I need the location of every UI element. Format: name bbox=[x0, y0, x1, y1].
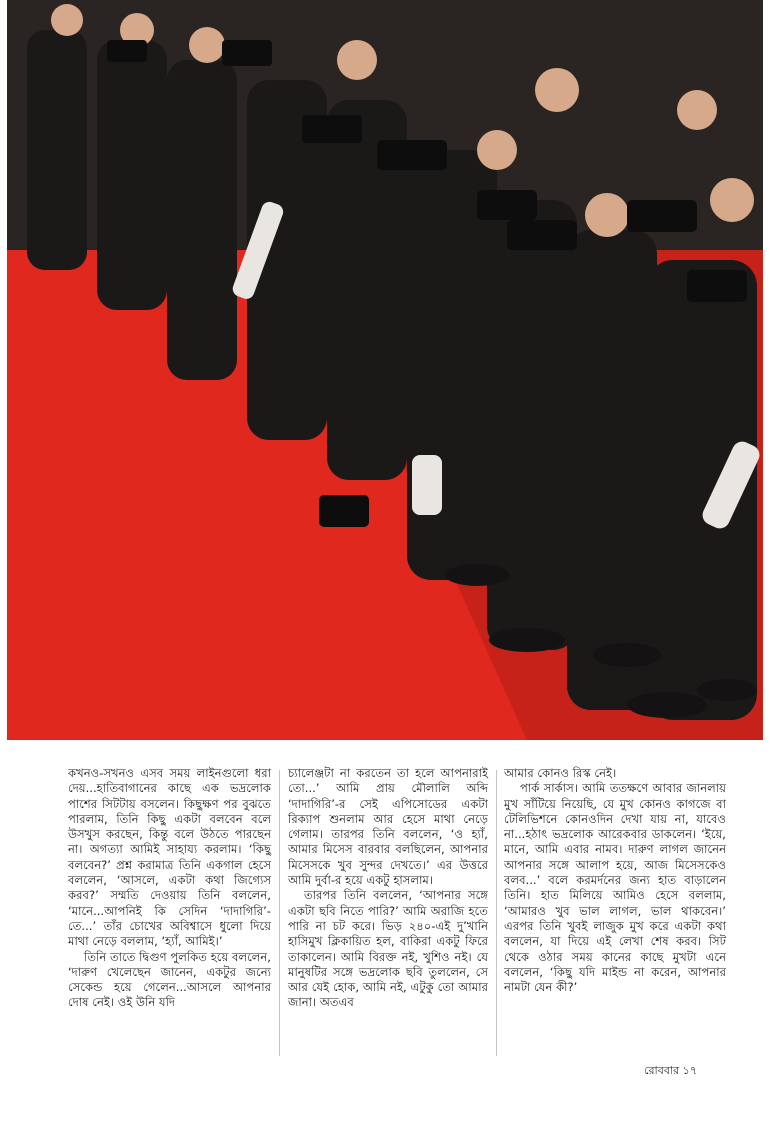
page-footer: রোববার ১৭ bbox=[644, 1064, 697, 1077]
paragraph: চ্যালেঞ্জটা না করতেন তা হলে আপনারাই তো...’ আমি প্রায় মৌলালি অব্দি ‘দাদাগিরি’-র সেই এপিসোডের একটা রিক্যাপ শুনলাম আর হেসে মাথা নেড়ে গেলাম। তারপর তিনি বললেন, ‘ও হ্যাঁ, আমার মিসেস বারবার বলছিলেন, আপনার মিসেসকে খুব সুন্দর দেখতে।’ এর উত্তরে আমি দুর্বা-র হয়ে একটু হাসলাম। bbox=[288, 766, 488, 888]
article-column-3 bbox=[504, 766, 726, 995]
article-column-1 bbox=[68, 766, 271, 1011]
paragraph: কখনও-সখনও এসব সময় লাইনগুলো ধরা দেয়...হাতিবাগানের কাছে এক ভদ্রলোক পাশের সিটটায় বসলেন। কিছুক্ষণ পর বুঝতে পারলাম, তিনি কিছু একটা বলবেন বলে উসখুস করছেন, কিন্তু বলে উঠতে পারছেন না। অগত্যা আমিই সাহায্য করলাম। ‘কিছু বলবেন?’ প্রশ্ন করামাত্র তিনি একগাল হেসে বললেন, ‘আসলে, একটা কথা জিগ্যেস করব?’ সম্মতি দেওয়ায় তিনি বললেন, ‘মানে...আপনিই কি সেদিন ‘দাদাগিরি’-তে...’ তাঁর চোখের অবিশ্বাসে ধুলো দিয়ে মাথা নেড়ে বললাম, ‘হ্যাঁ, আমিই।’ bbox=[68, 766, 271, 949]
paragraph: তিনি তাতে দ্বিগুণ পুলকিত হয়ে বললেন, ‘দারুণ খেলেছেন জানেন, একটুর জন্যে সেকেন্ড হয়ে গেলেন...আসলে আপনার দোষ নেই। ওই উনি যদি bbox=[68, 949, 271, 1010]
paragraph: আমার কোনও রিস্ক নেই। bbox=[504, 766, 617, 780]
article-column-2 bbox=[288, 766, 488, 1011]
paragraph: তারপর তিনি বললেন, ‘আপনার সঙ্গে একটা ছবি নিতে পারি?’ আমি অরাজি হতে পারি না চট করে। ভিড় ২৪০-এই দু’খানি হাসিমুখ ক্লিকায়িত হল, বাকিরা একটু ফিরে তাকালেন। আমি বিরক্ত নই, খুশিও নই। যে মানুষটির সঙ্গে ভদ্রলোক ছবি তুললেন, সে আর যেই হোক, আমি নই, এটুকু তো আমার জানা। অতএব bbox=[288, 888, 488, 1010]
photographers-illustration bbox=[7, 0, 763, 740]
hero-photo bbox=[7, 0, 763, 740]
paragraph: পার্ক সার্কাস। আমি ততক্ষণে আবার জানলায় মুখ সাঁটিয়ে নিয়েছি, যে মুখ কোনও কাগজে বা টেলিভিশনে কোনওদিন দেখা যায় না, যাবেও না...হঠাৎ ভদ্রলোক আরেকবার ডাকলেন। ‘ইয়ে, মানে, আমি এবার নামব। দারুণ লাগল জানেন আপনার সঙ্গে আলাপ হয়ে, আজ মিসেসকেও বলব...’ বলে করমর্দনের জন্য হাত বাড়ালেন তিনি। হাত মিলিয়ে আমিও হেসে বললাম, ‘আমারও খুব ভাল লাগল, ভাল থাকবেন।’ এরপর তিনি খুবই লাজুক মুখ করে একটা কথা বললেন, যা দিয়ে এই লেখা শেষ করব। সিট থেকে ওঠার সময় কানের কাছে মুখটা এনে বললেন, ‘কিছু যদি মাইন্ড না করেন, আপনার নামটা যেন কী?’ bbox=[504, 781, 726, 995]
column-divider bbox=[279, 770, 280, 1056]
column-divider bbox=[496, 770, 497, 1056]
